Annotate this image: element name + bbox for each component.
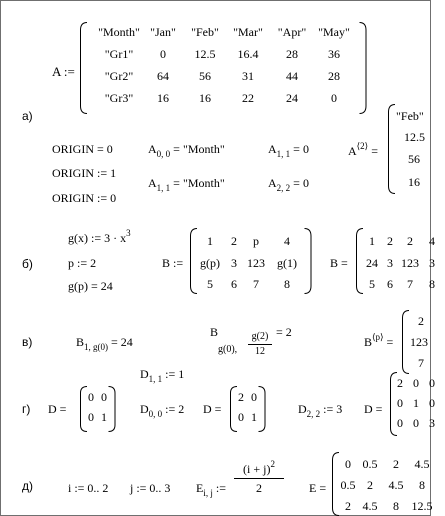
matrix-a-cell: "Gr1" — [104, 47, 134, 61]
section-label-b: б) — [22, 257, 33, 271]
matrix-b-evaluated-cell: 3 — [429, 255, 435, 270]
matrix-a-cell: 31 — [242, 69, 254, 83]
column-a-val-0: "Feb" — [396, 109, 424, 123]
matrix-b-evaluated-cell: 7 — [407, 277, 413, 291]
e-definition-fraction — [234, 459, 284, 495]
matrix-b-cell: 1 — [207, 234, 213, 248]
matrix-b-cell: 3 — [231, 255, 237, 270]
matrix-e-label: E = — [309, 481, 327, 495]
matrix-a-cell: "Apr" — [277, 25, 307, 39]
expr-a-column: $A^{⟨2⟩}$ = — [348, 141, 378, 158]
matrix-a-cell: "May" — [318, 25, 350, 39]
matrix-b-evaluated-cell: 2 — [407, 234, 413, 248]
g-definition: g(x) := $3 \cdot x^3$ — [68, 228, 131, 245]
section-label-v: в) — [22, 335, 33, 349]
matrix-a-cell: 44 — [286, 69, 298, 83]
matrix-e-cell: 8 — [393, 499, 399, 513]
matrix-a-cell: 28 — [328, 69, 340, 83]
matrix-d1-label: D = — [48, 402, 67, 416]
matrix-d1-cell: 1 — [101, 410, 107, 424]
matrix-b-evaluated-cell: 4 — [429, 234, 435, 248]
fraction-denominator: 12 — [255, 346, 265, 357]
matrix-a-cell: "Mar" — [233, 25, 263, 39]
g-of-p-eval: g(p) = 24 — [68, 279, 113, 293]
matrix-b-evaluated-cell: 8 — [429, 277, 435, 291]
expr-a00: $A_{0, 0}$ = "Month" — [148, 142, 225, 159]
matrix-a-cell: 16 — [199, 91, 211, 105]
column-b-val-0: 2 — [418, 314, 424, 328]
matrix-d3-cell: 3 — [429, 416, 435, 430]
matrix-a-cell: "Feb" — [191, 25, 219, 39]
matrix-a-cell: "Gr3" — [104, 91, 134, 105]
matrix-d3-cell: 0 — [413, 416, 419, 430]
e-definition-lhs: $E_{i, j}$ := — [196, 481, 226, 498]
matrix-a-cell: 28 — [286, 47, 298, 61]
matrix-b-assign: B := — [162, 256, 184, 270]
expr-a22: $A_{2, 2} = 0$ — [268, 176, 309, 193]
expr-d00: $D_{0, 0}$ := 2 — [140, 402, 185, 419]
matrix-a-cell: 24 — [286, 91, 298, 105]
column-b-bracket — [402, 310, 410, 374]
expr-a11-month: $A_{1, 1}$ = "Month" — [148, 176, 225, 193]
expr-b-column-p: $B^{⟨p⟩}$ = — [364, 332, 394, 349]
matrix-b-evaluated-cell: 24 — [366, 255, 378, 270]
matrix-d3-cell: 0 — [397, 396, 403, 410]
expr-d22: $D_{2, 2}$ := 3 — [298, 402, 343, 419]
fraction-bar — [248, 344, 272, 345]
matrix-d2-cell: 2 — [238, 390, 244, 404]
matrix-d1-cell: 0 — [88, 390, 94, 404]
matrix-b-evaluated-cell: 2 — [387, 234, 393, 248]
matrix-b-evaluated-cell: 5 — [369, 277, 375, 291]
matrix-e-cell: 2 — [367, 478, 373, 492]
section-label-d: д) — [22, 479, 33, 493]
matrix-a-cell: 0 — [160, 47, 166, 61]
origin-line-1: ORIGIN = 0 — [52, 142, 113, 156]
column-a-val-2: 56 — [408, 152, 420, 166]
matrix-b-cell: 7 — [253, 277, 259, 291]
matrix-a-right-bracket — [359, 22, 367, 114]
matrix-d3-cell: 0 — [413, 376, 419, 390]
matrix-e-cell: 0.5 — [362, 457, 378, 471]
matrix-b-evaluated-cell: 3 — [387, 255, 393, 270]
matrix-a-cell: 36 — [328, 47, 340, 61]
matrix-d3-cell: 0 — [429, 396, 435, 410]
matrix-e-cell: 4.5 — [362, 499, 378, 513]
matrix-d2-cell: 1 — [251, 410, 257, 424]
matrix-b-cell: 6 — [231, 277, 237, 291]
origin-line-2: ORIGIN := 1 — [52, 166, 117, 180]
column-a-val-3: 16 — [408, 175, 420, 189]
expr-b-fraction-name: B — [210, 325, 219, 339]
matrix-b-evaluated-cell: 6 — [387, 277, 393, 291]
matrix-b-evaluated-cell: 123 — [401, 255, 419, 270]
matrix-a-cell: "Gr2" — [104, 69, 134, 83]
e-fraction-bar — [234, 478, 284, 479]
expr-b-fraction-sub: g(0), — [218, 344, 238, 355]
matrix-a-assign: A := — [52, 64, 75, 79]
matrix-d1-cell: 0 — [101, 390, 107, 404]
matrix-d3-cell: 2 — [397, 376, 403, 390]
matrix-e-cell: 4.5 — [414, 457, 430, 471]
matrix-b-cell: 4 — [284, 234, 290, 248]
column-a-bracket — [388, 104, 396, 194]
column-b-val-2: 7 — [418, 356, 424, 370]
matrix-d3-cell: 0 — [397, 416, 403, 430]
column-b-val-1: 123 — [410, 335, 428, 349]
matrix-a-cell: 16 — [157, 91, 169, 105]
e-fraction-numerator: $(i + j)^2$ — [243, 459, 275, 476]
matrix-a-cell: "Month" — [98, 25, 140, 39]
expr-d11: $D_{1, 1}$ := 1 — [140, 367, 185, 384]
expr-b-1-g0: $B_{1, g(0)} = 24$ — [76, 335, 133, 352]
matrix-d1-cell: 0 — [88, 410, 94, 424]
column-a-val-1: 12.5 — [404, 130, 425, 144]
matrix-e-cell: 12.5 — [411, 499, 433, 513]
matrix-e-cell: 0 — [345, 457, 351, 471]
matrix-e-cell: 8 — [419, 478, 425, 492]
matrix-b-cell: 123 — [247, 255, 265, 270]
expr-b-fraction — [248, 332, 272, 357]
matrix-a-cell: 16.4 — [237, 47, 259, 61]
matrix-b-cell: g(p) — [200, 255, 220, 270]
origin-line-3: ORIGIN := 0 — [52, 191, 117, 205]
matrix-e-cell: 2 — [393, 457, 399, 471]
matrix-d2-cell: 0 — [238, 410, 244, 424]
j-range: j := 0.. 3 — [130, 481, 171, 495]
matrix-b-cell: 2 — [231, 234, 237, 248]
matrix-b-cell: 8 — [284, 277, 290, 291]
section-label-a: а) — [22, 109, 33, 123]
matrix-b-eval-label: B = — [330, 256, 348, 270]
matrix-e-cell: 4.5 — [388, 478, 404, 492]
i-range: i := 0.. 2 — [68, 481, 109, 495]
matrix-d3-cell: 1 — [413, 396, 419, 410]
matrix-b-cell: 5 — [207, 277, 213, 291]
matrix-d2-cell: 0 — [251, 390, 257, 404]
matrix-e-cell: 2 — [345, 499, 351, 513]
matrix-b-evaluated-cell: 1 — [369, 234, 375, 248]
matrix-a-cell: 0 — [331, 91, 337, 105]
matrix-b-cell: g(1) — [277, 255, 297, 270]
matrix-d2-label: D = — [203, 402, 222, 416]
expr-a11: $A_{1, 1} = 0$ — [268, 142, 309, 159]
matrix-d3-label: D = — [364, 402, 383, 416]
p-definition: p := 2 — [68, 256, 97, 270]
matrix-b-right-bracket — [304, 228, 312, 294]
e-fraction-denominator: 2 — [256, 481, 262, 495]
matrix-a-cell: "Jan" — [150, 25, 176, 39]
fraction-numerator: g(2) — [251, 331, 269, 342]
matrix-b-cell: p — [253, 234, 259, 248]
matrix-a-cell: 12.5 — [194, 47, 216, 61]
matrix-a-cell: 56 — [199, 69, 211, 83]
matrix-a-left-bracket — [80, 22, 88, 114]
matrix-d3-cell: 0 — [429, 376, 435, 390]
section-label-g: г) — [22, 402, 31, 416]
matrix-e-cell: 0.5 — [340, 478, 356, 492]
expr-b-fraction-value: = 2 — [276, 325, 292, 339]
matrix-a-cell: 22 — [242, 91, 254, 105]
matrix-a-cell: 64 — [157, 69, 169, 83]
